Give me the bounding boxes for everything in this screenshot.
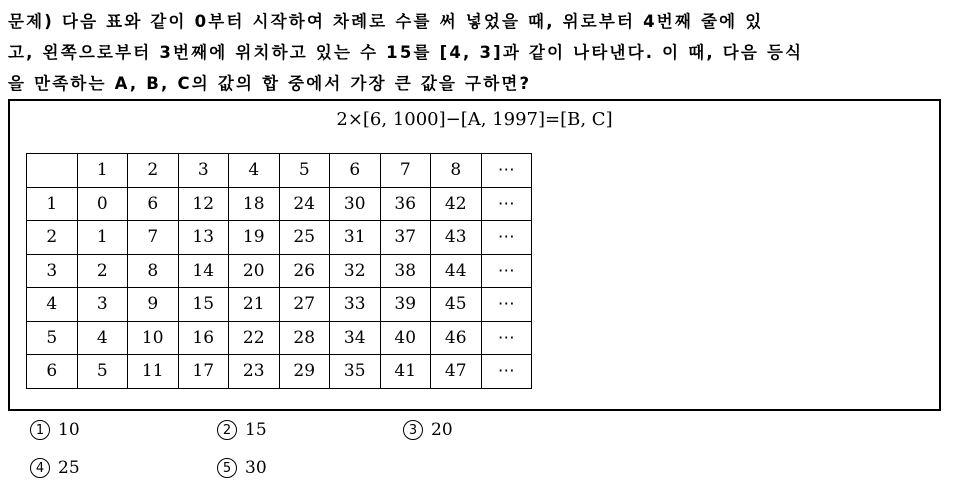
table-cell: 3 [77,288,128,322]
table-cell: 41 [380,355,431,389]
table-cell: ⋯ [481,254,532,288]
table-cell: 37 [380,221,431,255]
choice-marker: 3 [403,420,423,440]
table-cell: 8 [128,254,179,288]
table-cell: ⋯ [481,187,532,221]
table-cell: 21 [229,288,280,322]
table-cell: 10 [128,321,179,355]
problem-line-3: 을 만족하는 A, B, C의 값의 합 중에서 가장 큰 값을 구하면? [8,74,532,93]
table-row [27,254,532,288]
table-cell: 4 [27,288,78,322]
table-cell: 9 [128,288,179,322]
table-cell: 43 [431,221,482,255]
table-cell: 22 [229,321,280,355]
choice-marker: 5 [217,458,237,478]
table-cell: 2 [128,154,179,188]
table-cell: 1 [77,221,128,255]
number-table [26,153,532,389]
table-cell: ⋯ [481,355,532,389]
table-cell: 47 [431,355,482,389]
table-cell: 30 [330,187,381,221]
choice-2[interactable] [217,420,267,440]
table-header-row [27,154,532,188]
choice-value: 20 [431,420,453,440]
table-cell: 3 [27,254,78,288]
choice-value: 15 [245,420,267,440]
table-cell: 4 [77,321,128,355]
table-cell: 29 [279,355,330,389]
table-cell: 40 [380,321,431,355]
table-cell: 2 [77,254,128,288]
choice-4[interactable] [30,458,80,478]
table-cell: 6 [27,355,78,389]
table-cell: ⋯ [481,154,532,188]
table-cell: 23 [229,355,280,389]
table-cell: 6 [128,187,179,221]
table-cell: 3 [178,154,229,188]
table-cell: 27 [279,288,330,322]
table-cell: ⋯ [481,321,532,355]
table-cell: 5 [27,321,78,355]
table-cell: 46 [431,321,482,355]
problem-line-2: 고, 왼쪽으로부터 3번째에 위치하고 있는 수 15를 [4, 3]과 같이 나타낸다. 이 때, 다음 등식 [8,43,804,62]
table-cell: 28 [279,321,330,355]
problem-line-1: 문제) 다음 표와 같이 0부터 시작하여 차례로 수를 써 넣었을 때, 위로부터 4번째 줄에 있 [8,12,764,31]
problem-box [8,99,941,411]
table-cell: 44 [431,254,482,288]
table-cell: 42 [431,187,482,221]
table-cell: 14 [178,254,229,288]
table-cell: 2 [27,221,78,255]
table-cell: 32 [330,254,381,288]
table-cell: 12 [178,187,229,221]
table-cell: 16 [178,321,229,355]
equation: 2×[6, 1000]−[A, 1997]=[B, C] [336,109,613,130]
table-cell: 11 [128,355,179,389]
table-row [27,355,532,389]
table-cell: ⋯ [481,288,532,322]
table-cell: 25 [279,221,330,255]
table-cell: ⋯ [481,221,532,255]
table-cell: 18 [229,187,280,221]
choice-5[interactable] [217,458,267,478]
answer-choices [30,420,630,484]
choice-1[interactable] [30,420,80,440]
choice-marker: 1 [30,420,50,440]
table-cell: 15 [178,288,229,322]
table-cell: 26 [279,254,330,288]
table-row [27,288,532,322]
table-row [27,221,532,255]
table-cell: 1 [77,154,128,188]
table-row [27,187,532,221]
table-row [27,321,532,355]
table-cell: 34 [330,321,381,355]
table-cell: 20 [229,254,280,288]
table-cell: 45 [431,288,482,322]
table-cell: 36 [380,187,431,221]
choice-value: 10 [58,420,80,440]
table-cell: 0 [77,187,128,221]
choice-marker: 4 [30,458,50,478]
choice-value: 25 [58,458,80,478]
table-cell: 7 [128,221,179,255]
table-cell: 13 [178,221,229,255]
table-cell: 19 [229,221,280,255]
table-cell: 5 [279,154,330,188]
table-cell: 35 [330,355,381,389]
table-cell: 31 [330,221,381,255]
table-cell: 8 [431,154,482,188]
problem-statement [8,6,948,99]
table-cell: 17 [178,355,229,389]
choice-marker: 2 [217,420,237,440]
table-cell: 1 [27,187,78,221]
table-cell: 5 [77,355,128,389]
table-cell: 39 [380,288,431,322]
table-cell: 4 [229,154,280,188]
table-cell [27,154,78,188]
table-cell: 24 [279,187,330,221]
table-cell: 6 [330,154,381,188]
choice-3[interactable] [403,420,453,440]
choice-value: 30 [245,458,267,478]
table-cell: 38 [380,254,431,288]
table-cell: 7 [380,154,431,188]
table-cell: 33 [330,288,381,322]
